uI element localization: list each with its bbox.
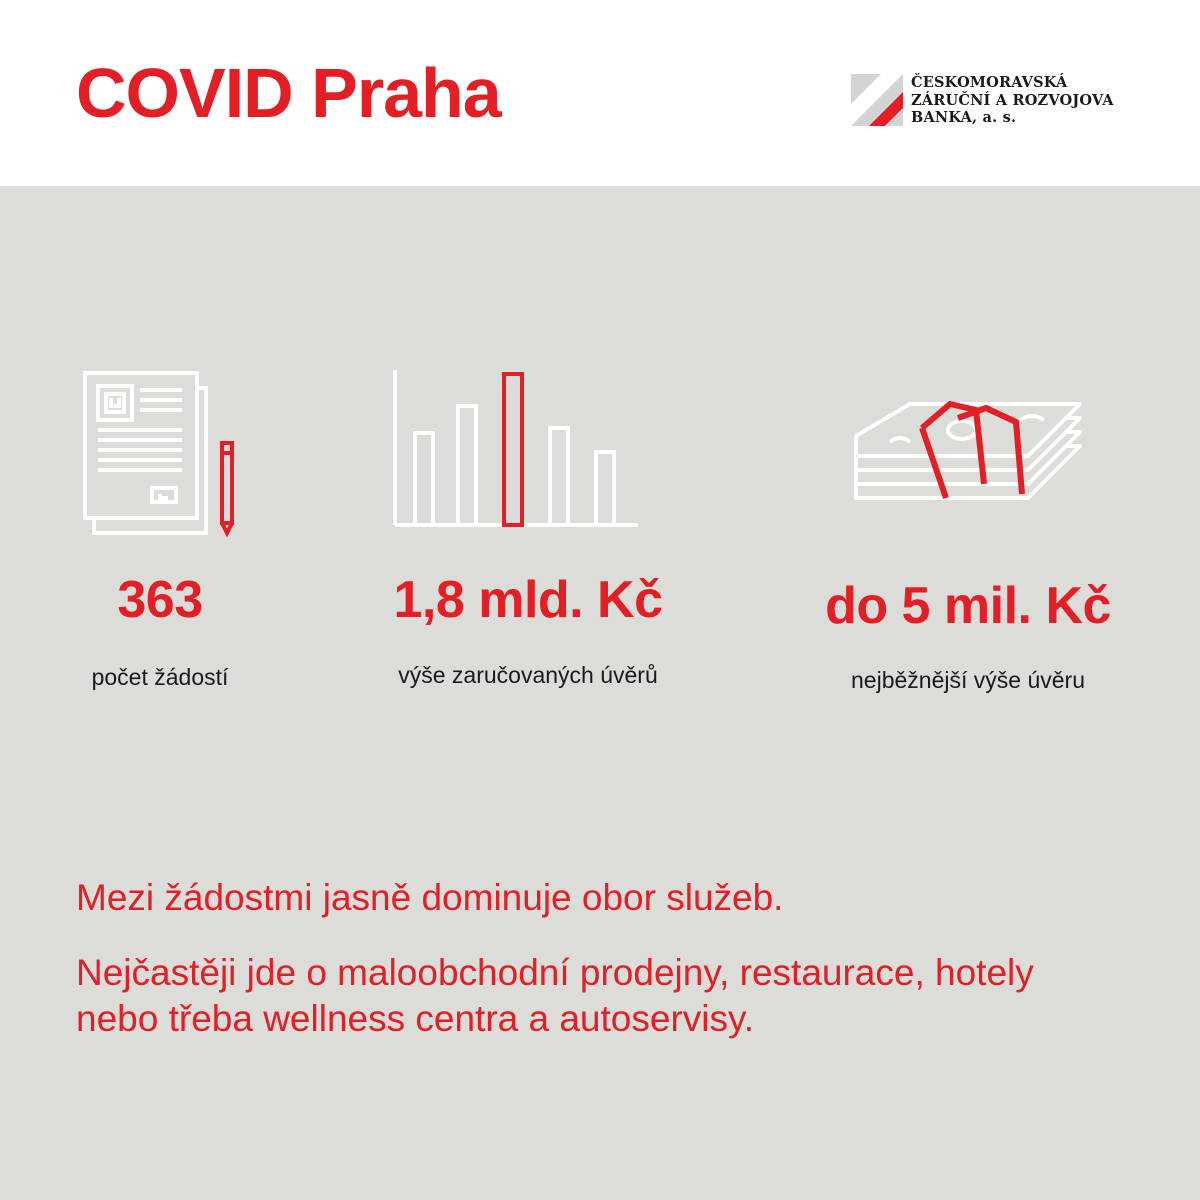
bank-logo [851,74,1141,128]
stat-value-requests: 363 [117,571,203,629]
bank-logo-line-3: BANKA, a. s. [911,109,1017,126]
stat-label-requests: počet žádostí [91,664,229,690]
bar-chart-icon [390,368,640,530]
document-pen-icon [82,368,242,538]
stat-label-guaranteed-loans: výše zaručovaných úvěrů [398,662,658,688]
stat-value-guaranteed-loans: 1,8 mld. Kč [393,571,663,629]
stat-label-common-loan: nejběžnější výše úvěru [851,667,1085,693]
bank-logo-line-1: ČESKOMORAVSKÁ [911,74,1068,91]
note-dominant-sector: Mezi žádostmi jasně dominuje obor služeb. [76,877,784,918]
bank-logo-mark-icon [851,74,903,126]
header [0,0,1200,186]
bank-logo-text [911,74,1114,127]
money-stack-icon [850,398,1085,510]
page-title: COVID Praha [76,54,501,132]
bank-logo-line-2: ZÁRUČNÍ A ROZVOJOVA [911,91,1114,109]
note-examples: Nejčastěji jde o maloobchodní prodejny, restaurace, hotely nebo třeba wellness centra a autoservisy. [76,952,1034,1039]
stat-value-common-loan: do 5 mil. Kč [825,577,1111,635]
